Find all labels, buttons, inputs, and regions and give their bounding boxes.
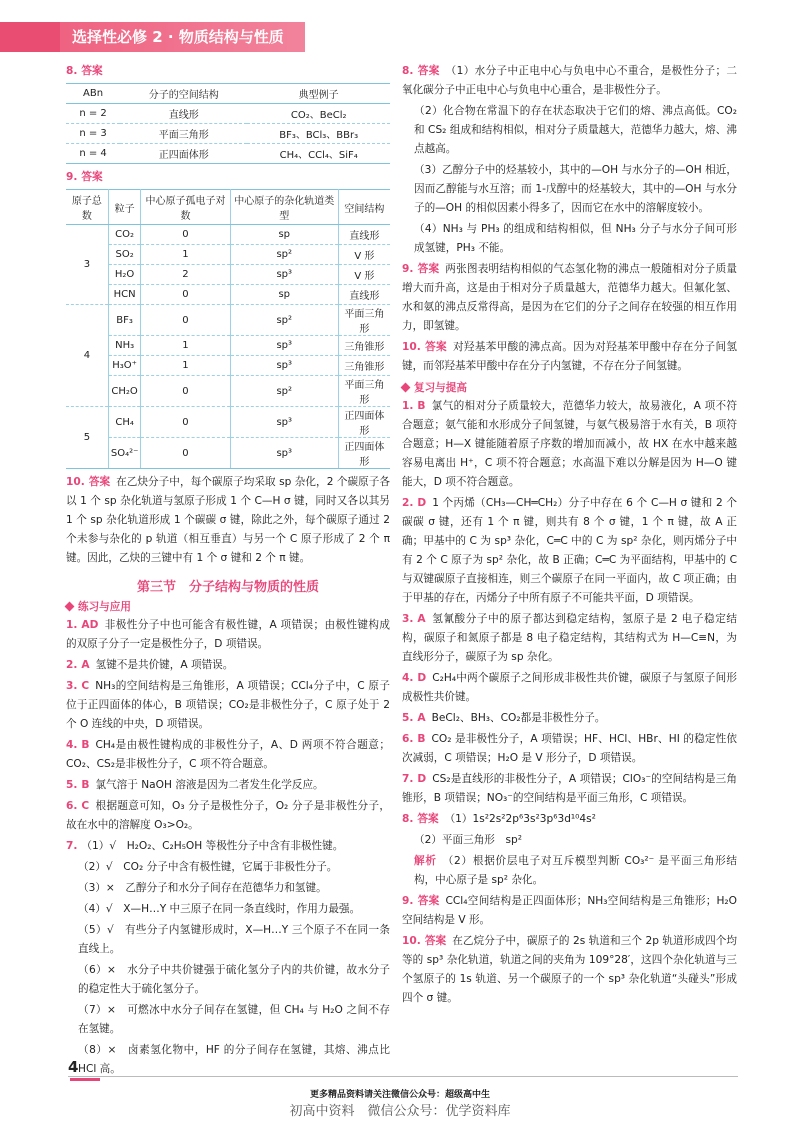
page-number-bar <box>70 1078 100 1081</box>
list-item: 7. D CS₂是直线形的非极性分子，A 项错误；ClO₃⁻的空间结构是三角锥形，B 项错误；NO₃⁻的空间结构是平面三角形，C 项错误。 <box>402 773 737 804</box>
list-item: 1. B 氯气的相对分子质量较大，范德华力较大，故易液化，A 项不符合题意；氨气能和水形成分子间氢键，与氨气极易溶于水有关，B 项符合题意；H—X 键能随着原子序数的增加而减小，故 HX 在水中越来越容易电离出 H⁺，C 项不符合题意；水高温下难以分解是因为 H—O 键能大，D 项不符合题意。 <box>402 400 737 488</box>
list-item: （3）× 乙醇分子和水分子间存在范德华力和氢键。 <box>78 882 327 894</box>
table-hybridization: 原子总数 粒子 中心原子孤电子对数 中心原子的杂化轨道类型 空间结构 3 CO₂ 0 sp 直线形 SO₂ 1 sp² V 形 H₂O 2 sp³ V 形 HCN 0 sp 直线形 4 BF₃ 0 sp² 平面三角形 NH₃ 1 sp³ 三角锥形 H₃O⁺ 1 sp³ 三角锥形 CH₂O 0 sp² 平面三角形 5 CH₄ 0 sp³ 正四面体形 SO₄²⁻ 0 sp³ 正四面体形 <box>66 189 390 469</box>
section-title: 第三节 分子结构与物质的性质 <box>136 580 319 595</box>
q10-answer: 10. 答案 在乙炔分子中，每个碳原子均采取 sp 杂化，2 个碳原子各以 1 个 sp 杂化轨道与氢原子形成 1 个 C—H σ 键，同时又各以其另 1 个 sp 杂化轨道形成 1 个碳碳 σ 键，除此之外，每个碳原子通过 2 个未参与杂化的 p 轨道（相互垂直）与另一个 C 原子形成了 2 个 π 键。因此，乙炔的三键中有 1 个 σ 键和 2 个 π 键。 <box>66 476 390 564</box>
list-item: 解析 （2）根据价层电子对互斥模型判断 CO₃²⁻ 是平面三角形结构，中心原子是 sp² 杂化。 <box>414 855 738 886</box>
table-row: HCN 0 sp 直线形 <box>66 285 390 305</box>
header-title: 选择性必修 2 · 物质结构与性质 <box>0 22 305 52</box>
table-row: H₂O 2 sp³ V 形 <box>66 265 390 285</box>
list-item: 10. 答案 对羟基苯甲酸的沸点高。因为对羟基苯甲酸中存在分子间氢键，而邻羟基苯甲酸中存在分子内氢键，不存在分子间氢键。 <box>402 341 738 372</box>
review-heading: 复习与提高 <box>402 380 737 395</box>
footer-notice: 更多精品资料请关注微信公众号：超级高中生 <box>309 1090 490 1100</box>
th-abn: ABn <box>83 88 104 99</box>
list-item: 4. B CH₄是由极性键构成的非极性分子，A、D 两项不符合题意；CO₂、CS₂是非极性分子，C 项不符合题意。 <box>66 739 390 770</box>
list-item: 1. AD 非极性分子中也可能含有极性键，A 项错误；由极性键构成的双原子分子一定是极性分子，D 项错误。 <box>66 619 390 650</box>
list-item: 7. （1）√ H₂O₂、C₂H₅OH 等极性分子中含有非极性键。 <box>66 840 344 852</box>
list-item: 8. 答案 （1）1s²2s²2p⁶3s²3p⁶3d¹⁰4s² <box>402 813 596 825</box>
list-item: （2）化合物在常温下的存在状态取决于它们的熔、沸点高低。CO₂ 和 CS₂ 组成和结构相似，相对分子质量越大，范德华力越大，熔、沸点越高。 <box>414 105 737 155</box>
header-tab-decor <box>0 22 60 52</box>
list-item: 9. 答案 两张图表明结构相似的气态氢化物的沸点一般随相对分子质量增大而升高，这是由于相对分子质量越大，范德华力越大。但氟化氢、水和氨的沸点反常得高，是因为在它们的分子之间存在较强的相互作用力，即氢键。 <box>402 263 738 332</box>
list-item: 8. 答案 （1）水分子中正电中心与负电中心不重合，是极性分子；二氧化碳分子中正电中心与负电中心重合，是非极性分子。 <box>402 65 737 96</box>
q8-label: 8. <box>66 65 78 77</box>
list-item: （2）√ CO₂ 分子中含有极性键，它属于非极性分子。 <box>78 861 338 873</box>
q9-answer-tag: 答案 <box>81 171 103 183</box>
list-item: 5. A BeCl₂、BH₃、CO₂都是非极性分子。 <box>402 712 606 724</box>
list-item: 6. C 根据题意可知，O₃ 分子是极性分子，O₂ 分子是非极性分子，故在水中的溶解度 O₃>O₂。 <box>66 800 390 831</box>
table-row: H₃O⁺ 1 sp³ 三角锥形 <box>66 356 390 376</box>
list-item: 4. D C₂H₄中两个碳原子之间形成非极性共价键，碳原子与氢原子间形成极性共价键。 <box>402 672 737 703</box>
table-row: n = 3 平面三角形 BF₃、BCl₃、BBr₃ <box>66 124 390 144</box>
practice-heading: 练习与应用 <box>66 599 390 614</box>
footer-divider <box>68 1076 738 1077</box>
list-item: （2）平面三角形 sp² <box>414 834 522 846</box>
list-item: （4）√ X—H…Y 中三原子在同一条直线时，作用力最强。 <box>78 903 361 915</box>
table-row: n = 4 正四面体形 CH₄、CCl₄、SiF₄ <box>66 144 390 164</box>
list-item: （6）× 水分子中共价键强于硫化氢分子内的共价键，故水分子的稳定性大于硫化氢分子。 <box>78 964 391 995</box>
table-row: 3 CO₂ 0 sp 直线形 <box>66 225 390 245</box>
list-item: 2. A 氢键不是共价键，A 项错误。 <box>66 659 234 671</box>
q9-label: 9. <box>66 171 78 183</box>
table-row: SO₂ 1 sp² V 形 <box>66 245 390 265</box>
list-item: 3. A 氢氰酸分子中的原子都达到稳定结构，氢原子是 2 电子稳定结构，碳原子和氮原子都是 8 电子稳定结构，其结构式为 H—C≡N，为直线形分子，碳原子为 sp 杂化。 <box>402 613 737 663</box>
page-header <box>0 0 800 58</box>
table-row: n = 2 直线形 CO₂、BeCl₂ <box>66 104 390 124</box>
list-item: 9. 答案 CCl₄空间结构是正四面体形；NH₃空间结构是三角锥形；H₂O 空间结构是 V 形。 <box>402 895 738 926</box>
table-row: SO₄²⁻ 0 sp³ 正四面体形 <box>66 438 390 469</box>
table-row: 4 BF₃ 0 sp² 平面三角形 <box>66 305 390 336</box>
list-item: 10. 答案 在乙烷分子中，碳原子的 2s 轨道和三个 2p 轨道形成四个均等的 sp³ 杂化轨道，轨道之间的夹角为 109°28′，这四个杂化轨道与三个氢原子的 1s 轨道、另一个碳原子的一个 sp³ 杂化轨道“头碰头”形成四个 σ 键。 <box>402 935 737 1004</box>
list-item: 5. B 氯气溶于 NaOH 溶液是因为二者发生化学反应。 <box>66 779 324 791</box>
right-column <box>402 62 737 1010</box>
table-row: 5 CH₄ 0 sp³ 正四面体形 <box>66 407 390 438</box>
list-item: 6. B CO₂ 是非极性分子，A 项错误；HF、HCl、HBr、HI 的稳定性依次减弱，C 项错误；H₂O 是 V 形分子，D 项错误。 <box>402 733 737 764</box>
list-item: （5）√ 有些分子内氢键形成时，X—H…Y 三个原子不在同一条直线上。 <box>78 924 390 955</box>
list-item: 2. D 1 个丙烯（CH₃—CH═CH₂）分子中存在 6 个 C—H σ 键和 2 个碳碳 σ 键，还有 1 个 π 键，则共有 8 个 σ 键，1 个 π 键，故 A 正确；甲基中的 C 为 sp³ 杂化，C═C 中的 C 为 sp² 杂化，则丙烯分子中有 2 个 C 原子为 sp² 杂化，故 B 正确；C═C 为平面结构，甲基中的 C 与双键碳原子直接相连，则三个碳原子在同一平面内，故 C 项正确；由于甲基的存在，丙烯分子中所有原子不可能共平面，D 项错误。 <box>402 497 737 604</box>
list-item: （8）× 卤素氢化物中，HF 的分子间存在氢键，其熔、沸点比 HCl 高。 <box>78 1044 390 1075</box>
page-number: 4 <box>68 1058 79 1076</box>
table-molecular-shapes <box>66 83 390 164</box>
footer-watermark: 初高中资料 微信公众号：优学资料库 <box>289 1104 511 1119</box>
list-item: （4）NH₃ 与 PH₃ 的组成和结构相似，但 NH₃ 分子与水分子间可形成氢键，PH₃ 不能。 <box>414 223 737 254</box>
th-examples: 典型例子 <box>298 90 339 101</box>
diamond-icon <box>65 602 75 612</box>
table-row: NH₃ 1 sp³ 三角锥形 <box>66 336 390 356</box>
th-structure: 分子的空间结构 <box>148 90 219 101</box>
table-row: CH₂O 0 sp² 平面三角形 <box>66 376 390 407</box>
left-column <box>66 62 390 1081</box>
list-item: （3）乙醇分子中的烃基较小，其中的—OH 与水分子的—OH 相近，因而乙醇能与水互溶；而 1-戊醇中的烃基较大，其中的—OH 与水分子的—OH 的相似因素小得多了，因而它在水中的溶解度较小。 <box>414 164 737 214</box>
list-item: 3. C NH₃的空间结构是三角锥形，A 项错误；CCl₄分子中，C 原子位于正四面体的体心，B 项错误；CO₂是非极性分子，C 原子处于 2 个 O 连线的中央，D 项错误。 <box>66 680 390 730</box>
diamond-icon <box>401 383 411 393</box>
q8-answer-tag: 答案 <box>81 65 103 77</box>
list-item: （7）× 可燃冰中水分子间存在氢键，但 CH₄ 与 H₂O 之间不存在氢键。 <box>78 1004 390 1035</box>
